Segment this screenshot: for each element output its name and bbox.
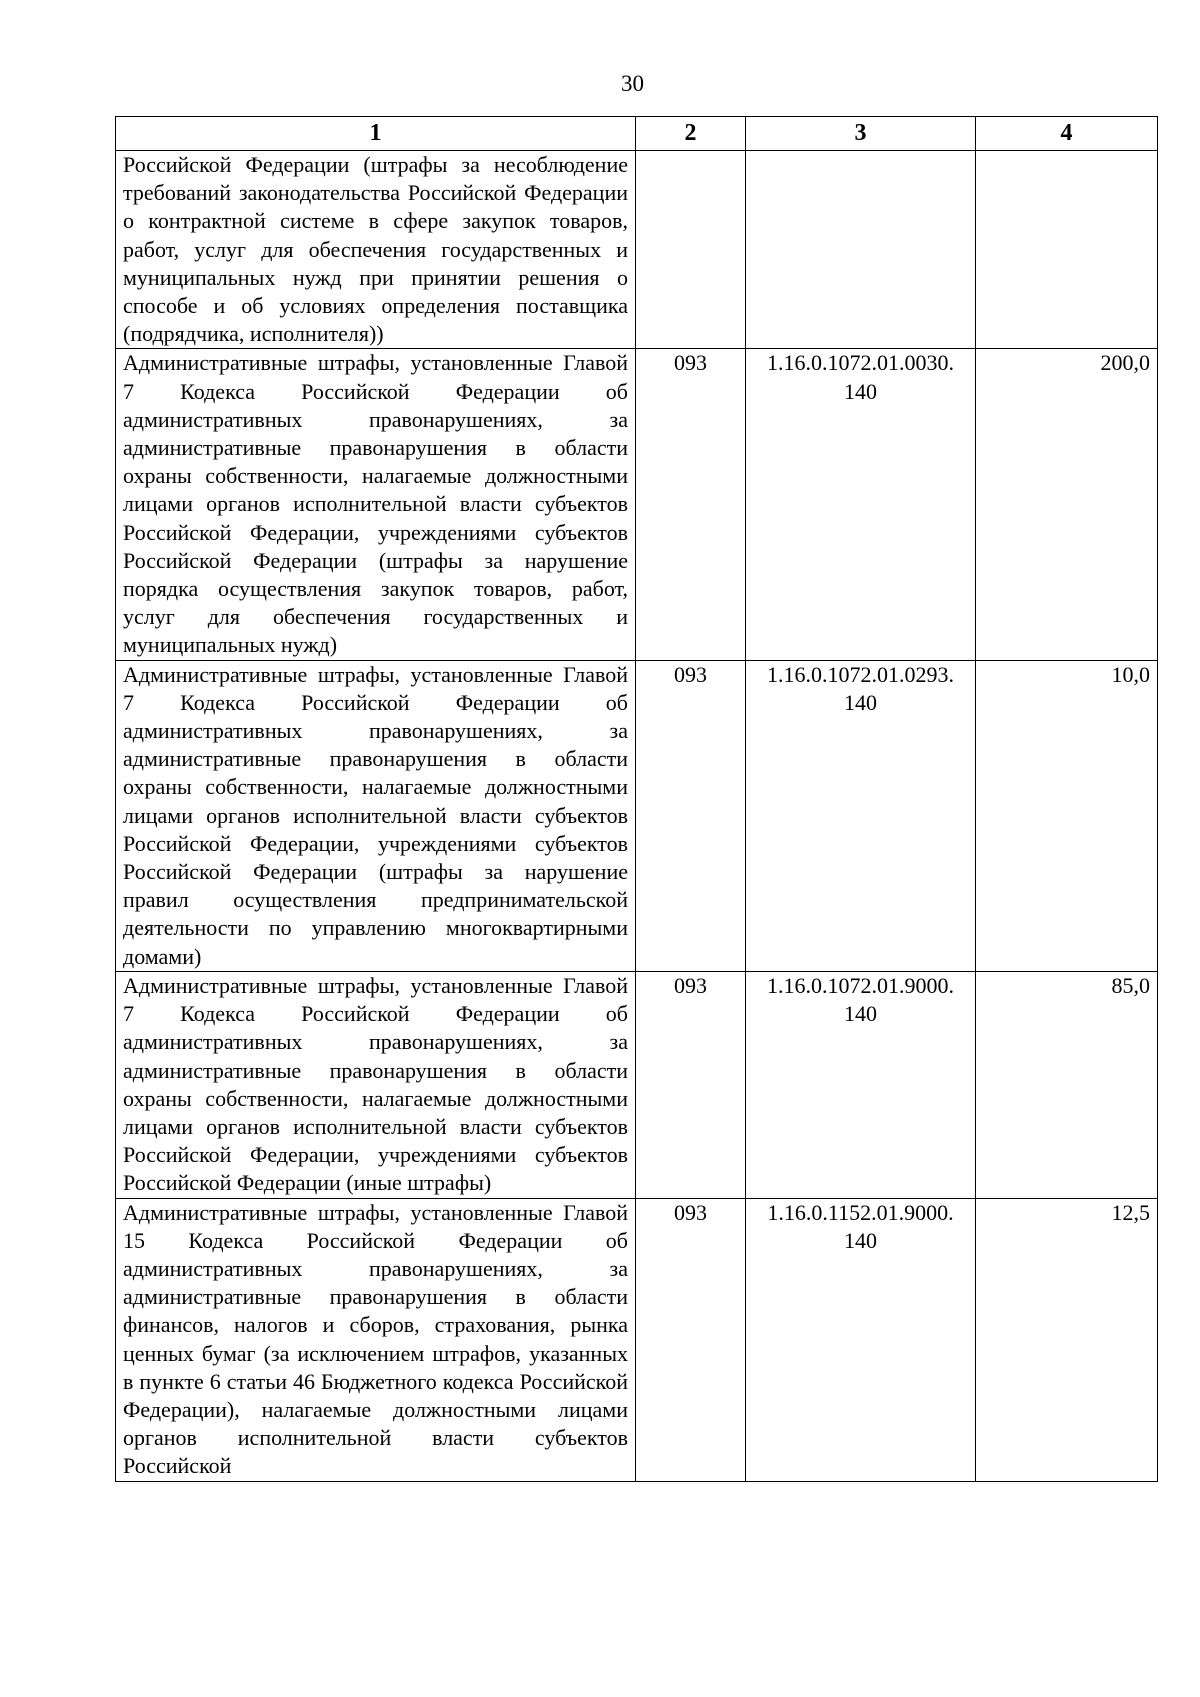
- table-row: [116, 151, 1158, 349]
- row-admin-code: 093: [636, 349, 746, 660]
- column-header-1: 1: [116, 117, 636, 151]
- row-classification-code: [746, 1198, 976, 1481]
- code-line-2: 140: [844, 1001, 877, 1027]
- row-description: Административные штрафы, установленные Главой 7 Кодекса Российской Федерации об административных правонарушениях, за административные правонарушения в области охраны собственности, налагаемые должностными лицами органов исполнительной власти субъектов Российской Федерации, учреждениями субъектов Российской Федерации (штрафы за нарушение порядка осуществления закупок товаров, работ, услуг для обеспечения государственных и муниципальных нужд): [116, 349, 636, 660]
- row-description: Административные штрафы, установленные Главой 15 Кодекса Российской Федерации об административных правонарушениях, за административные правонарушения в области финансов, налогов и сборов, страхования, рынка ценных бумаг (за исключением штрафов, указанных в пункте 6 статьи 46 Бюджетного кодекса Российской Федерации), налагаемые должностными лицами органов исполнительной власти субъектов Российской: [116, 1198, 636, 1481]
- row-admin-code: 093: [636, 1198, 746, 1481]
- row-admin-code: 093: [636, 971, 746, 1198]
- table-row: [116, 971, 1158, 1198]
- row-amount: 200,0: [976, 349, 1158, 660]
- column-header-4: 4: [976, 117, 1158, 151]
- row-classification-code: [746, 971, 976, 1198]
- column-header-3: 3: [746, 117, 976, 151]
- code-line-1: 1.16.0.1072.01.9000.: [767, 972, 954, 998]
- row-classification-code: [746, 151, 976, 349]
- table-row: [116, 1198, 1158, 1481]
- row-classification-code: [746, 660, 976, 971]
- row-description: Административные штрафы, установленные Главой 7 Кодекса Российской Федерации об административных правонарушениях, за административные правонарушения в области охраны собственности, налагаемые должностными лицами органов исполнительной власти субъектов Российской Федерации, учреждениями субъектов Российской Федерации (иные штрафы): [116, 971, 636, 1198]
- table-header-row: [116, 117, 1158, 151]
- row-amount: 85,0: [976, 971, 1158, 1198]
- row-classification-code: [746, 349, 976, 660]
- table-row: [116, 660, 1158, 971]
- row-amount: 10,0: [976, 660, 1158, 971]
- row-amount: 12,5: [976, 1198, 1158, 1481]
- code-line-1: 1.16.0.1072.01.0030.: [767, 350, 954, 376]
- code-line-2: 140: [844, 1227, 877, 1253]
- page-number: 30: [621, 71, 644, 96]
- row-admin-code: [636, 151, 746, 349]
- column-header-2: 2: [636, 117, 746, 151]
- budget-revenue-table: [115, 116, 1158, 1482]
- row-description: Административные штрафы, установленные Главой 7 Кодекса Российской Федерации об административных правонарушениях, за административные правонарушения в области охраны собственности, налагаемые должностными лицами органов исполнительной власти субъектов Российской Федерации, учреждениями субъектов Российской Федерации (штрафы за нарушение правил осуществления предпринимательской деятельности по управлению многоквартирными домами): [116, 660, 636, 971]
- code-line-2: 140: [844, 378, 877, 404]
- table-row: [116, 349, 1158, 660]
- code-line-1: 1.16.0.1072.01.0293.: [767, 661, 954, 687]
- code-line-2: 140: [844, 689, 877, 715]
- row-admin-code: 093: [636, 660, 746, 971]
- code-line-1: 1.16.0.1152.01.9000.: [767, 1199, 954, 1225]
- row-description: Российской Федерации (штрафы за несоблюдение требований законодательства Российской Федерации о контрактной системе в сфере закупок товаров, работ, услуг для обеспечения государственных и муниципальных нужд при принятии решения о способе и об условиях определения поставщика (подрядчика, исполнителя)): [116, 151, 636, 349]
- row-amount: [976, 151, 1158, 349]
